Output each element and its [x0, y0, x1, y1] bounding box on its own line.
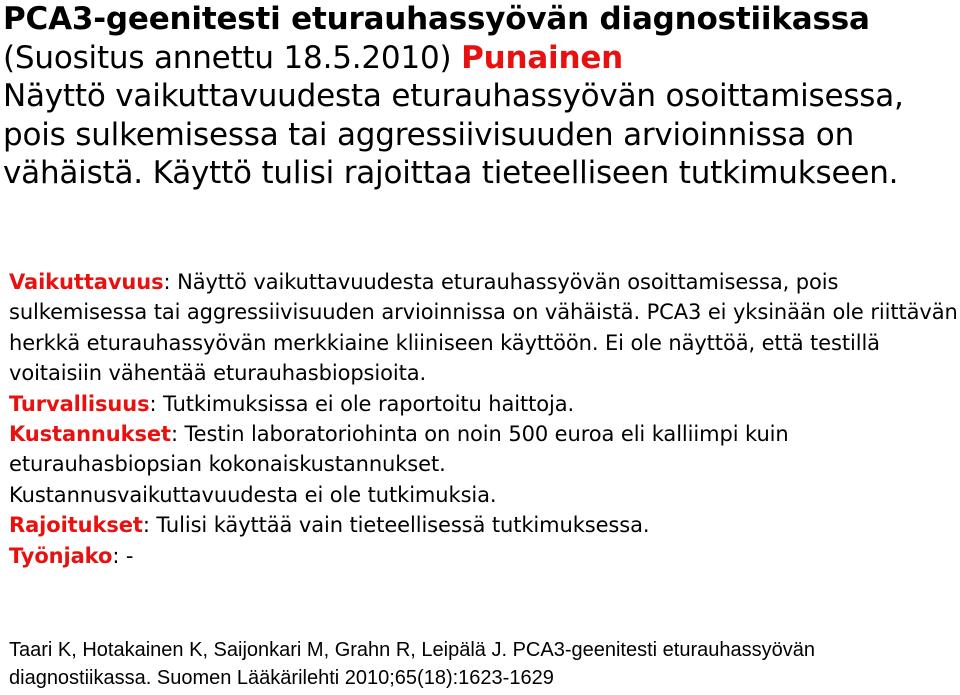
recommendation-date: (Suositus annettu 18.5.2010) — [3, 39, 452, 76]
section-text-limitations: : Tulisi käyttää vain tieteellisessä tutkimuksessa. — [142, 513, 650, 538]
section-limitations — [9, 510, 959, 540]
section-effectiveness — [9, 267, 959, 389]
section-label-limitations: Rajoitukset — [9, 513, 143, 538]
section-costs — [9, 419, 959, 480]
section-text-division-of-labor: : - — [112, 543, 134, 568]
section-label-costs: Kustannukset — [9, 422, 171, 447]
recommendation-summary: Näyttö vaikuttavuudesta eturauhassyövän osoittamisessa, pois sulkemisessa tai aggressiivisuuden arvioinnissa on vähäistä. Käyttö tulisi rajoittaa tieteelliseen tutkimukseen. — [3, 78, 904, 191]
section-text-costs: : Testin laboratoriohinta on noin 500 euroa eli kalliimpi kuin eturauhasbiopsian kokonaiskustannukset. — [9, 422, 789, 477]
page-title: PCA3-geenitesti eturauhassyövän diagnostiikassa — [3, 1, 870, 37]
section-costs-extra: Kustannusvaikuttavuudesta ei ole tutkimuksia. — [9, 482, 497, 507]
section-safety — [9, 389, 959, 419]
section-label-effectiveness: Vaikuttavuus — [9, 270, 164, 294]
reference-citation: Taari K, Hotakainen K, Saijonkari M, Grahn R, Leipälä J. PCA3-geenitesti eturauhassyövän diagnostiikassa. Suomen Lääkärilehti 2010;65(18):1623-1629 — [9, 639, 815, 689]
assessment-sections — [9, 267, 959, 571]
recommendation-header — [3, 0, 958, 193]
rating-label: Punainen — [461, 39, 624, 76]
section-label-safety: Turvallisuus — [9, 391, 150, 416]
section-division-of-labor — [9, 541, 959, 571]
section-label-division-of-labor: Työnjako — [9, 543, 113, 568]
section-text-safety: : Tutkimuksissa ei ole raportoitu haittoja. — [149, 391, 575, 416]
section-text-effectiveness: : Näyttö vaikuttavuudesta eturauhassyövän osoittamisessa, pois sulkemisessa tai aggressiivisuuden arvioinnissa on vähäistä. PCA3 ei yksinään ole riittävän herkkä eturauhassyövän merkkiaine kliiniseen käyttöön. Ei ole näyttöä, että testillä voitaisiin vähentää eturauhasbiopsioita. — [9, 270, 958, 386]
